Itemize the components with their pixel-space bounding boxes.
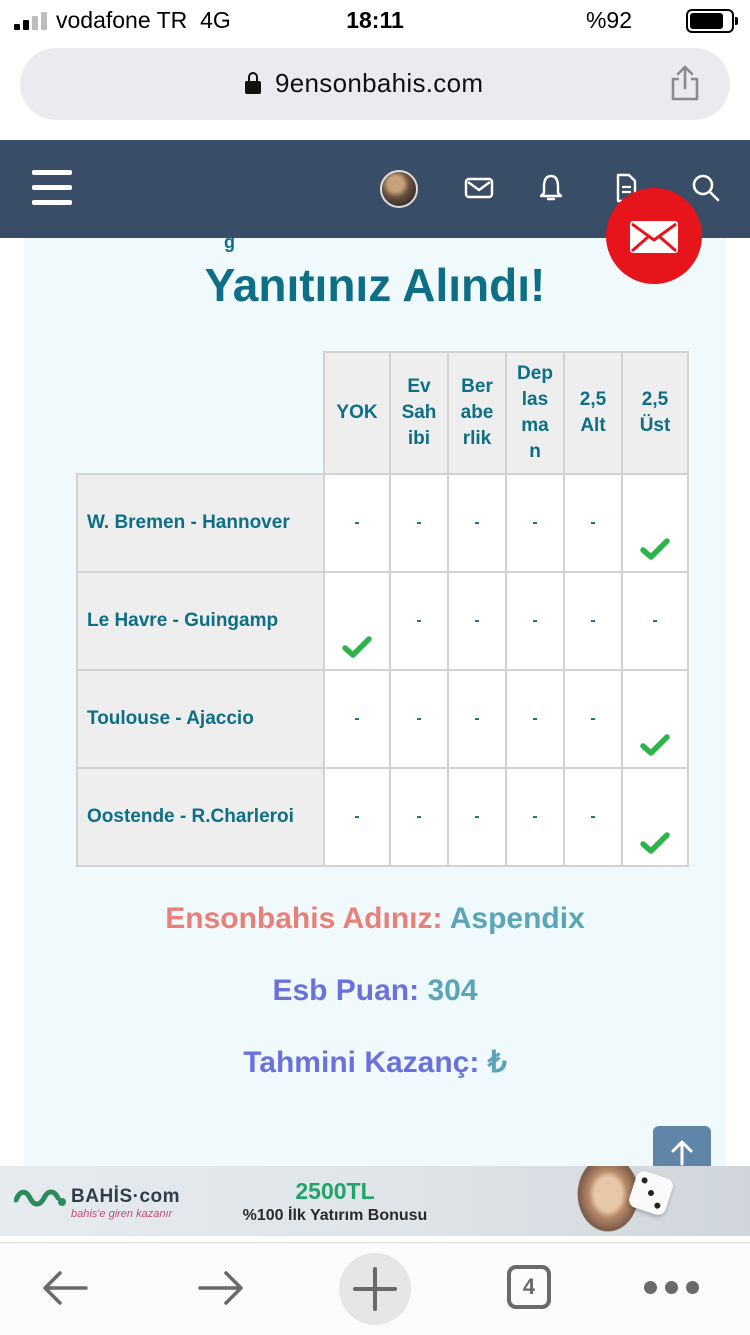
prediction-cell	[324, 572, 390, 670]
empty-mark: -	[652, 612, 658, 629]
more-icon[interactable]	[644, 1281, 700, 1295]
search-icon[interactable]	[690, 172, 722, 204]
prediction-cell	[390, 670, 448, 768]
empty-mark: -	[590, 514, 596, 531]
prediction-cell	[448, 768, 506, 866]
col-header: 2,5 Alt	[564, 352, 622, 474]
table-row	[77, 474, 688, 572]
lock-icon	[245, 72, 261, 94]
username-line	[24, 902, 726, 936]
prediction-cell	[622, 572, 688, 670]
banner-offer: %100 İlk Yatırım Bonusu	[242, 1207, 428, 1224]
col-header: 2,5 Üst	[622, 352, 688, 474]
empty-mark: -	[354, 710, 360, 727]
prediction-cell	[622, 768, 688, 866]
prediction-cell	[448, 670, 506, 768]
empty-mark: -	[354, 808, 360, 825]
username-value: Aspendix	[449, 902, 585, 935]
empty-mark: -	[416, 808, 422, 825]
banner-amount: 2500TL	[295, 1178, 375, 1204]
col-header: Dep las ma n	[506, 352, 564, 474]
empty-mark: -	[532, 808, 538, 825]
ad-banner[interactable]	[0, 1166, 750, 1236]
empty-mark: -	[354, 514, 360, 531]
points-label: Esb Puan:	[272, 974, 420, 1007]
scroll-top-button[interactable]	[653, 1126, 711, 1170]
bahis-logo-icon	[14, 1184, 66, 1210]
match-name: Le Havre - Guingamp	[77, 572, 324, 670]
col-header: Ev Sah ibi	[390, 352, 448, 474]
prediction-table	[76, 351, 689, 867]
banner-tagline: bahis'e giren kazanır	[71, 1208, 173, 1220]
winnings-value: ₺	[487, 1046, 507, 1079]
empty-mark: -	[532, 612, 538, 629]
carrier-label: vodafone TR 4G	[56, 7, 231, 33]
page-title: Yanıtınız Alındı!	[204, 259, 546, 311]
winnings-line	[24, 1045, 726, 1080]
bell-icon[interactable]	[535, 172, 567, 204]
points-value: 304	[427, 974, 478, 1007]
partial-text: g	[224, 232, 235, 252]
url-text[interactable]: 9ensonbahis.com	[275, 68, 484, 98]
back-icon[interactable]	[38, 1261, 92, 1315]
prediction-cell	[564, 670, 622, 768]
prediction-cell	[622, 474, 688, 572]
status-bar	[0, 0, 750, 42]
table-row	[77, 572, 688, 670]
empty-mark: -	[474, 808, 480, 825]
address-bar[interactable]	[20, 48, 730, 120]
table-header-row	[77, 352, 688, 474]
menu-icon[interactable]	[32, 170, 72, 206]
status-time: 18:11	[346, 7, 404, 33]
tabs-button[interactable]: 4	[507, 1265, 551, 1309]
checkmark-icon	[640, 537, 670, 561]
empty-mark: -	[474, 612, 480, 629]
empty-mark: -	[532, 710, 538, 727]
username-label: Ensonbahis Adınız:	[165, 902, 443, 935]
match-name: Oostende - R.Charleroi	[77, 768, 324, 866]
battery-percent: %92	[585, 7, 632, 33]
empty-mark: -	[416, 710, 422, 727]
prediction-cell	[506, 768, 564, 866]
forward-icon[interactable]	[194, 1261, 248, 1315]
prediction-cell	[448, 474, 506, 572]
table-row	[77, 670, 688, 768]
mail-fab-button[interactable]	[606, 188, 702, 284]
empty-mark: -	[416, 612, 422, 629]
prediction-cell	[564, 474, 622, 572]
prediction-cell	[324, 474, 390, 572]
prediction-cell	[390, 572, 448, 670]
browser-toolbar	[0, 1242, 750, 1335]
prediction-cell	[506, 670, 564, 768]
mail-icon[interactable]	[463, 172, 495, 204]
empty-mark: -	[416, 514, 422, 531]
checkmark-icon	[640, 831, 670, 855]
share-icon[interactable]	[668, 64, 702, 102]
prediction-cell	[390, 768, 448, 866]
match-name: W. Bremen - Hannover	[77, 474, 324, 572]
prediction-cell	[324, 670, 390, 768]
col-header: Ber abe rlik	[448, 352, 506, 474]
checkmark-icon	[640, 733, 670, 757]
avatar[interactable]	[380, 170, 418, 208]
prediction-cell	[506, 474, 564, 572]
points-line	[24, 974, 726, 1008]
table-corner	[77, 352, 324, 474]
result-panel	[24, 232, 726, 1166]
prediction-cell	[448, 572, 506, 670]
battery-icon	[686, 9, 734, 33]
empty-mark: -	[590, 612, 596, 629]
prediction-cell	[390, 474, 448, 572]
empty-mark: -	[532, 514, 538, 531]
banner-brand: BAHİS·com	[71, 1186, 181, 1207]
arrow-up-icon	[653, 1126, 711, 1170]
prediction-cell	[324, 768, 390, 866]
prediction-cell	[506, 572, 564, 670]
envelope-icon	[629, 220, 679, 254]
match-name: Toulouse - Ajaccio	[77, 670, 324, 768]
plus-icon	[339, 1253, 411, 1325]
prediction-cell	[622, 670, 688, 768]
table-row	[77, 768, 688, 866]
checkmark-icon	[342, 635, 372, 659]
empty-mark: -	[590, 808, 596, 825]
new-tab-button[interactable]	[339, 1253, 411, 1325]
empty-mark: -	[590, 710, 596, 727]
prediction-cell	[564, 572, 622, 670]
empty-mark: -	[474, 514, 480, 531]
winnings-label: Tahmini Kazanç:	[243, 1046, 480, 1079]
col-header: YOK	[324, 352, 390, 474]
prediction-cell	[564, 768, 622, 866]
empty-mark: -	[474, 710, 480, 727]
